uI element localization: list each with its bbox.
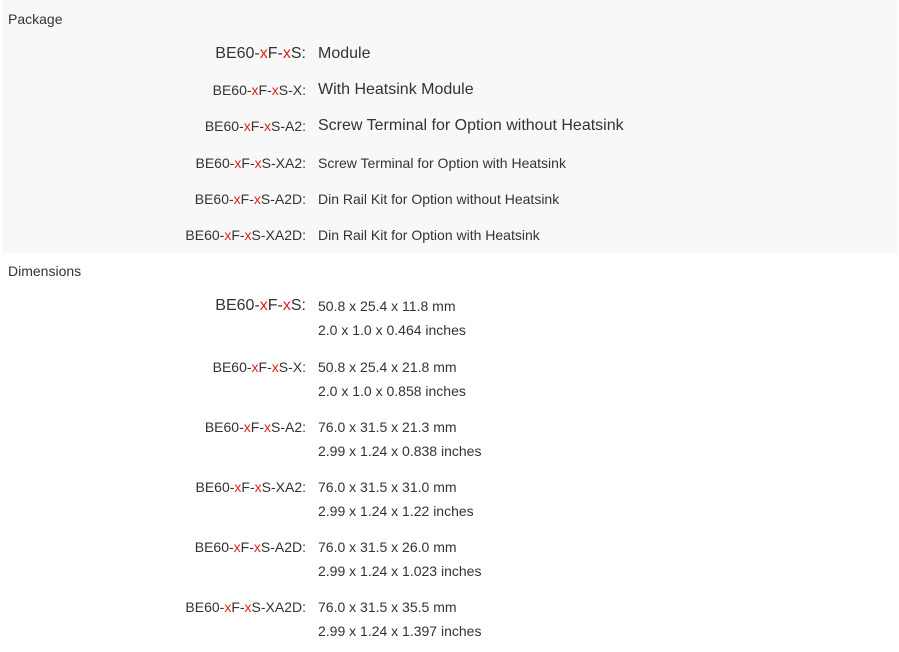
dimensions-part-number: BE60-xF-xS-XA2: (195, 479, 306, 495)
dimensions-row (0, 419, 899, 459)
dimensions-row (0, 599, 899, 639)
dimensions-inches: 2.99 x 1.24 x 1.023 inches (318, 563, 482, 579)
dimensions-part-number: BE60-xF-xS-A2: (204, 419, 306, 435)
package-row (0, 82, 899, 106)
dimensions-row (0, 297, 899, 338)
dimensions-mm: 76.0 x 31.5 x 35.5 mm (318, 599, 457, 615)
dimensions-inches: 2.99 x 1.24 x 1.397 inches (318, 623, 482, 639)
dimensions-row (0, 479, 899, 519)
package-part-number: BE60-xF-xS-X: (212, 82, 306, 98)
package-part-number: BE60-xF-xS-A2: (204, 118, 306, 134)
dimensions-mm: 50.8 x 25.4 x 21.8 mm (318, 359, 457, 375)
dimensions-inches: 2.0 x 1.0 x 0.858 inches (318, 383, 466, 399)
dimensions-part-number: BE60-xF-xS: (215, 297, 306, 314)
package-row (0, 155, 899, 179)
package-section-title: Package (8, 11, 63, 27)
dimensions-mm: 76.0 x 31.5 x 26.0 mm (318, 539, 457, 555)
package-row (0, 191, 899, 215)
dimensions-mm: 76.0 x 31.5 x 31.0 mm (318, 479, 457, 495)
dimensions-section-title: Dimensions (8, 263, 82, 279)
dimensions-inches: 2.0 x 1.0 x 0.464 inches (318, 322, 466, 338)
dimensions-inches: 2.99 x 1.24 x 1.22 inches (318, 503, 474, 519)
package-row (0, 118, 899, 142)
dimensions-part-number: BE60-xF-xS-X: (212, 359, 306, 375)
package-description: Din Rail Kit for Option with Heatsink (318, 227, 540, 243)
package-description: Module (318, 45, 371, 62)
package-part-number: BE60-xF-xS: (215, 45, 306, 62)
package-part-number: BE60-xF-xS-XA2D: (185, 227, 306, 243)
dimensions-inches: 2.99 x 1.24 x 0.838 inches (318, 443, 482, 459)
dimensions-mm: 50.8 x 25.4 x 11.8 mm (318, 298, 456, 314)
dimensions-row (0, 359, 899, 399)
package-row (0, 227, 899, 251)
package-part-number: BE60-xF-xS-XA2: (195, 155, 306, 171)
dimensions-part-number: BE60-xF-xS-A2D: (194, 539, 306, 555)
package-part-number: BE60-xF-xS-A2D: (194, 191, 306, 207)
package-description: With Heatsink Module (318, 81, 474, 98)
dimensions-row (0, 539, 899, 579)
package-description: Screw Terminal for Option without Heatsink (318, 117, 624, 134)
package-description: Screw Terminal for Option with Heatsink (318, 155, 566, 171)
dimensions-part-number: BE60-xF-xS-XA2D: (185, 599, 306, 615)
package-row (0, 46, 899, 70)
package-description: Din Rail Kit for Option without Heatsink (318, 191, 560, 207)
dimensions-mm: 76.0 x 31.5 x 21.3 mm (318, 419, 457, 435)
